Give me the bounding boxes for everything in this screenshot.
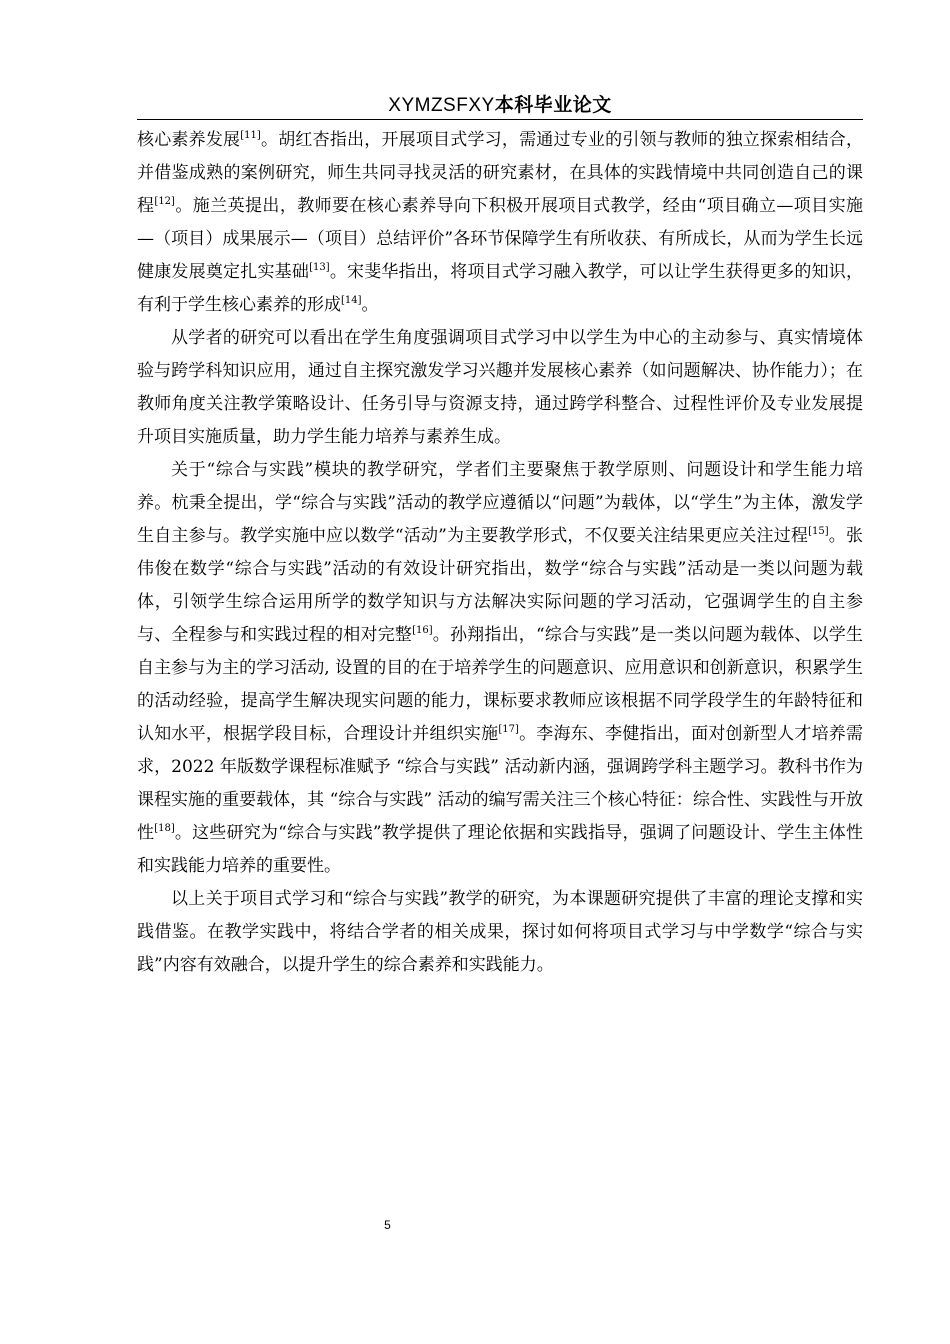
citation-ref: [17]	[498, 724, 519, 735]
paragraph-text: 核心素养发展	[137, 130, 241, 150]
paragraph-text: 。这些研究为“综合与实践”教学提供了理论依据和实践指导，强调了问题设计、学生主体性和实践能力培养的重要性。	[137, 823, 864, 876]
citation-ref: [16]	[412, 625, 433, 636]
header-latin: XYMZSFXY	[388, 95, 495, 116]
paragraph-text: 关于“综合与实践”模块的教学研究，学者们主要聚焦于教学原则、问题设计和学生能力培养。杭秉全提出，学“综合与实践”活动的教学应遵循以“问题”为载体，以“学生”为主体，激发学生自主参与。教学实施中应以数学“活动”为主要教学形式，不仅要关注结果更应关注过程	[137, 460, 863, 546]
paragraph-4: 以上关于项目式学习和“综合与实践”教学的研究，为本课题研究提供了丰富的理论支撑和实践借鉴。在教学实践中，将结合学者的相关成果，探讨如何将项目式学习与中学数学“综合与实践”内容有效融合，以提升学生的综合素养和实践能力。	[137, 889, 863, 975]
paragraph-text: 。	[361, 295, 379, 315]
paragraph-2: 从学者的研究可以看出在学生角度强调项目式学习中以学生为中心的主动参与、真实情境体验与跨学科知识应用，通过自主探究激发学习兴趣并发展核心素养（如问题解决、协作能力）；在教师角度关注教学策略设计、任务引导与资源支持，通过跨学科整合、过程性评价及专业发展提升项目实施质量，助力学生能力培养与素养生成。	[137, 328, 863, 447]
citation-ref: [15]	[808, 526, 829, 537]
paragraph-3	[137, 454, 863, 883]
paragraph-text: 。孙翔指出，“综合与实践”是一类以问题为载体、以学生自主参与为主的学习活动, 设置的目的在于培养学生的问题意识、应用意识和创新意识，积累学生的活动经验，提高学生解决现实问题的能力，课标要求教师应该根据不同学段学生的年龄特征和认知水平，根据学段目标，合理设计并组织实施	[137, 625, 863, 744]
citation-ref: [18]	[154, 823, 175, 834]
paragraph-text: 。胡红杏指出，开展项目式学习，需通过专业的引领与教师的独立探索相结合，并借鉴成熟的案例研究，师生共同寻找灵活的研究素材，在具体的实践情境中共同创造自己的课程	[137, 130, 864, 216]
header-rule	[137, 119, 863, 120]
paragraph-text: 。宋斐华指出，将项目式学习融入教学，可以让学生获得更多的知识，有利于学生核心素养的形成	[137, 262, 864, 315]
citation-ref: [11]	[240, 130, 261, 141]
paragraph-text: 。李海东、李健指出，面对创新型人才培养需求，2022 年版数学课程标准赋予 “综合与实践” 活动新内涵，强调跨学科主题学习。教科书作为课程实施的重要载体，其 “综合与实践” 活动的编写需关注三个核心特征：综合性、实践性与开放性	[137, 724, 864, 843]
page-number: 5	[384, 1218, 391, 1232]
header-title: 本科毕业论文	[494, 94, 612, 116]
citation-ref: [12]	[154, 196, 175, 207]
paragraph-text: 。施兰英提出，教师要在核心素养导向下积极开展项目式教学，经由“项目确立—项目实施—（项目）成果展示—（项目）总结评价”各环节保障学生有所收获、有所成长，从而为学生长远健康发展奠定扎实基础	[137, 196, 863, 282]
citation-ref: [14]	[341, 295, 362, 306]
citation-ref: [13]	[309, 262, 330, 273]
body-text	[137, 124, 863, 982]
paragraph-text: 。张伟俊在数学“综合与实践”活动的有效设计研究指出，数学“综合与实践”活动是一类以问题为载体，引领学生综合运用所学的数学知识与方法解决实际问题的学习活动，它强调学生的自主参与、全程参与和实践过程的相对完整	[137, 526, 863, 645]
page-header	[137, 92, 863, 119]
paragraph-1	[137, 124, 863, 322]
